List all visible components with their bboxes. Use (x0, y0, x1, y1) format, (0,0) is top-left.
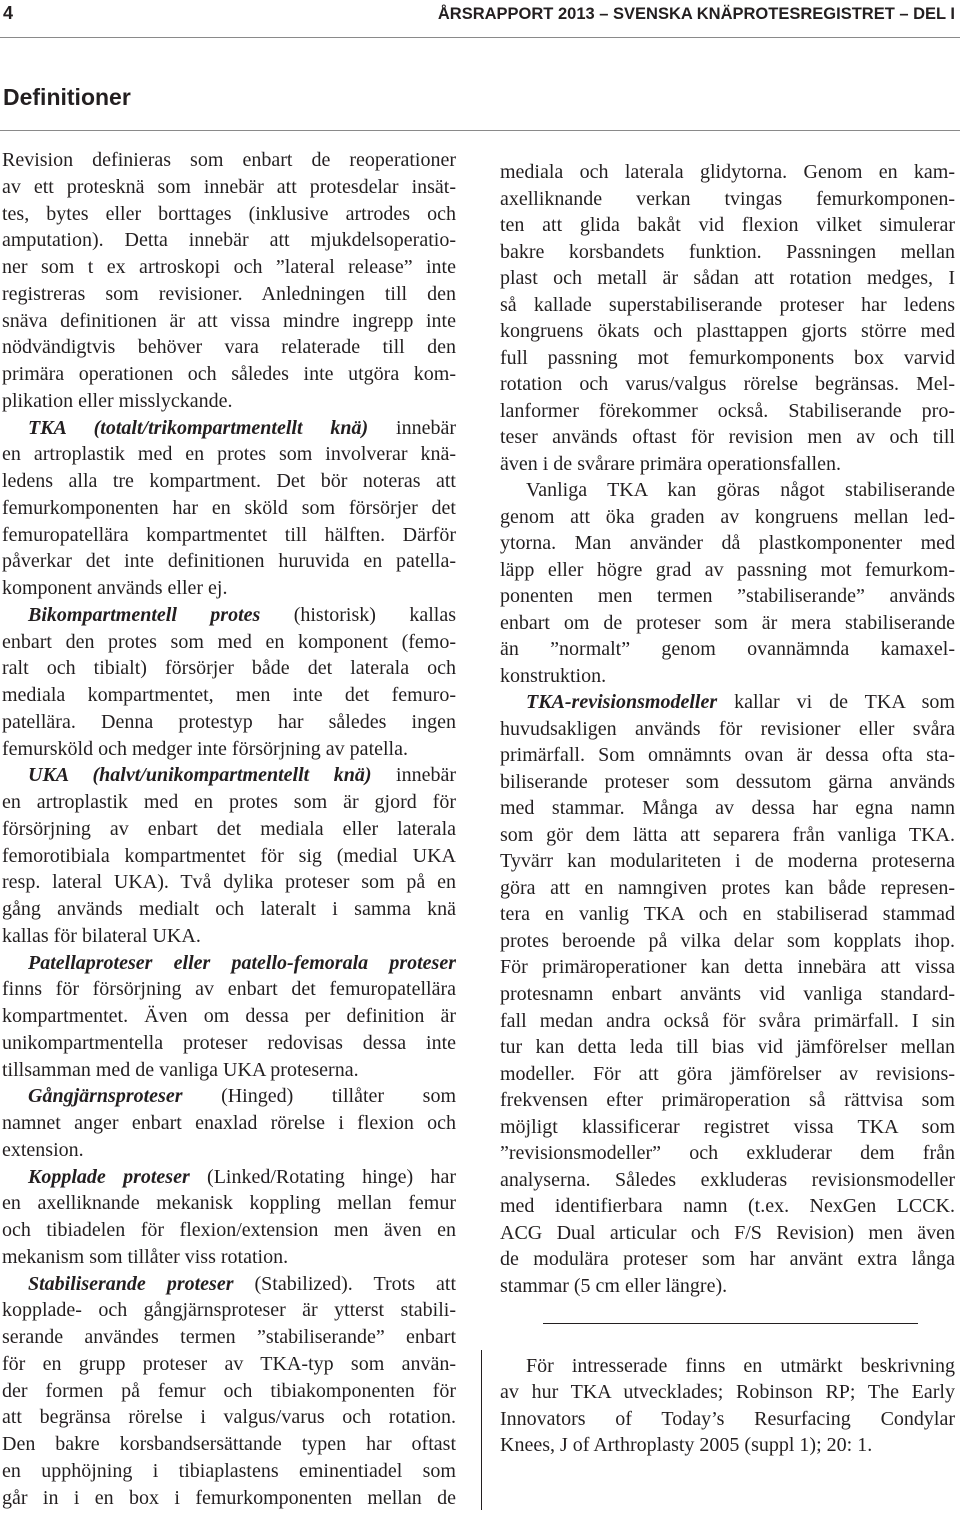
text-line: biliserande proteser som dessutom gärna används (500, 770, 955, 793)
text-line: tillsamman med de vanliga UKA proteserna. (2, 1058, 359, 1081)
text-line: huvudsakligen används för revisioner eller svåra (500, 717, 955, 740)
text-line: ralt och tibialt) försörjer både det laterala och (2, 657, 456, 680)
text-line: ner som t ex artroskopi och ”lateral release” inte (2, 256, 456, 278)
text-line: plikation eller misslyckande. (2, 389, 233, 412)
text-line: går in i en box i femurkomponenten mellan de (2, 1486, 456, 1509)
text-line: Innovators of Today’s Resurfacing Condylar (500, 1407, 955, 1430)
text-line: finns för försörjning av enbart det femuropatellära (2, 978, 456, 1001)
text-line: möjligt klassificerar registret vissa TKA som (500, 1115, 955, 1138)
footnote-separator (543, 1323, 918, 1324)
text-line: en upphöjning i tibiaplastens eminentiadel som (2, 1459, 456, 1482)
text-line: och tibiadelen för flexion/extension men även en (2, 1219, 456, 1241)
text-line: de modulära proteser som har använt extra långa (500, 1248, 955, 1271)
paragraph (2, 1164, 456, 1271)
text-line: en artroplastik med en protes som involverar knä- (2, 443, 456, 466)
line-text: innebär (368, 416, 456, 439)
text-line: mediala kompartmentet, men inte det femuro- (2, 684, 456, 706)
text-line: extension. (2, 1138, 84, 1161)
text-line: än ”normalt” genom ovannämnda kamaxel- (500, 638, 955, 661)
text-line: göra att en namngiven protes kan både represen- (500, 876, 955, 899)
text-line: primära operationen och således inte utgöra kom- (2, 363, 456, 385)
text-line: Tyvärr kan modulariteten i de moderna proteserna (500, 850, 955, 873)
text-line: frekvensen efter primäroperation så rättvisa som (500, 1089, 955, 1112)
term-heading: Kopplade proteser (28, 1165, 190, 1188)
text-line: primärfall. Som omnämnts ovan är dessa ofta sta- (500, 744, 955, 767)
text-line: konstruktion. (500, 664, 607, 687)
text-line (2, 415, 456, 442)
term-heading: Bikompartmentell protes (28, 603, 261, 626)
text-line: kompartmentet. Även om dessa per definition är (2, 1005, 456, 1027)
text-line: serande användes termen ”stabiliserande” enbart (2, 1326, 456, 1348)
text-line: lanformer förekommer också. Stabiliserande pro- (500, 399, 955, 422)
text-line (2, 602, 456, 629)
paragraph (2, 1083, 456, 1163)
text-line: även i de svårare primära operationsfallen. (500, 452, 841, 475)
term-heading: Patellaproteser eller patello-femorala proteser (28, 951, 456, 974)
text-line: ACG Dual articular och F/S Revision) men även (500, 1221, 955, 1244)
text-line (2, 1164, 456, 1191)
text-line: tes, bytes eller borttages (inklusive artrodes och (2, 202, 456, 225)
term-heading: TKA-revisionsmodeller (526, 691, 718, 714)
text-line: enbart om de proteser som är mera stabiliserande (500, 611, 955, 634)
paragraph (500, 159, 955, 477)
right-text-column (500, 159, 955, 1299)
text-line: femuropatellära kompartmentet till hälften. Därför (2, 523, 456, 546)
text-line: komponent används eller ej. (2, 577, 228, 599)
paragraph (500, 1353, 955, 1458)
paragraph (2, 762, 456, 949)
term-heading: Stabiliserande proteser (28, 1272, 234, 1295)
text-line: som gör dem lätta att separera från vanliga TKA. (500, 823, 955, 846)
text-line: fall medan andra också för svåra primärfall. I sin (500, 1009, 955, 1032)
text-line: enbart den protes som med en komponent (femo- (2, 630, 456, 653)
term-heading: UKA (halvt/unikompartmentellt knä) (28, 764, 372, 787)
text-line: Knees, J of Arthroplasty 2005 (suppl 1); 20: 1. (500, 1433, 873, 1456)
text-line: analyserna. Således exkluderas revisionsmodeller (500, 1168, 955, 1191)
paragraph (2, 1271, 456, 1512)
text-line (2, 1083, 456, 1110)
text-line: femorotibiala kompartmentet för sig (medial UKA (2, 844, 456, 867)
text-line: full passning mot femurkomponents box varvid (500, 346, 955, 369)
text-line: mekanism som tillåter viss rotation. (2, 1245, 289, 1268)
text-line: rotation och varus/valgus rörelse begränsas. Mel- (500, 373, 955, 396)
text-line: av hur TKA utvecklades; Robinson RP; The Early (500, 1381, 955, 1404)
text-line: försörjning av enbart det mediala eller laterala (2, 817, 456, 840)
text-line: genom att öka graden av kongruens mellan led- (500, 505, 955, 528)
text-line: en artroplastik med en protes som är gjord för (2, 791, 456, 813)
text-line: gång används medialt och lateralt i samma knä (2, 898, 456, 920)
line-text: (historisk) kallas (260, 603, 456, 626)
paragraph (2, 415, 456, 602)
text-line: registreras som revisioner. Anledningen till den (2, 282, 456, 305)
text-line: unikompartmentella proteser redovisas dessa inte (2, 1031, 456, 1054)
text-line: nödvändigtvis behöver vara relaterade till den (2, 336, 456, 359)
term-heading: TKA (totalt/trikompartmentellt knä) (28, 416, 369, 439)
text-line: För intresserade finns en utmärkt beskrivning (526, 1355, 955, 1377)
text-line: tera en vanlig TKA och en stabiliserad stammad (500, 903, 955, 926)
text-line: ledens alla tre kompartment. Det bör noteras att (2, 470, 456, 492)
line-text: innebär (371, 764, 456, 787)
text-line: modeller. För att göra jämförelser av revisions- (500, 1062, 955, 1085)
running-header-title: ÅRSRAPPORT 2013 – SVENSKA KNÄPROTESREGISTRET – DEL I (437, 5, 955, 23)
text-line: teser används oftast för revision men av och till (500, 426, 955, 449)
header-divider (0, 37, 960, 38)
text-line: resp. lateral UKA). Två dylika proteser som på en (2, 871, 456, 894)
text-line: ponenten men termen ”stabiliserande” används (500, 585, 955, 608)
text-line: der formen på femur och tibiakomponenten för (2, 1379, 456, 1402)
line-text: (Linked/Rotating hinge) har (189, 1165, 456, 1188)
page-number: 4 (3, 3, 14, 23)
section-divider (0, 130, 960, 131)
text-line: femursköld och medger inte försörjning av patella. (2, 737, 408, 760)
text-line: För primäroperationer kan detta innebära att vissa (500, 956, 955, 979)
text-line: med identifierbara namn (t.ex. NexGen LCCK. (500, 1195, 955, 1218)
term-heading: Gångjärnsproteser (28, 1085, 183, 1108)
line-text: kallar vi de TKA som (717, 691, 955, 714)
text-line: femurkomponenten har en sköld som försörjer det (2, 496, 456, 519)
text-line: av ett protesknä som innebär att protesdelar insät- (2, 175, 456, 198)
text-line: protes beroende på vilka delar som kopplats ihop. (500, 929, 955, 952)
text-line: Den bakre korsbandsersättande typen har oftast (2, 1433, 456, 1455)
section-title: Definitioner (3, 84, 131, 110)
text-line: mediala och laterala glidytorna. Genom en kam- (500, 161, 955, 183)
line-text: (Stabilized). Trots att (233, 1272, 456, 1295)
text-line: Vanliga TKA kan göras något stabiliserande (526, 479, 955, 502)
text-line: att begränsa rörelse i valgus/varus och rotation. (2, 1406, 456, 1429)
text-line: med stammar. Många av dessa har egna namn (500, 797, 955, 820)
paragraph (2, 950, 456, 1084)
text-line: axelliknande verkan tvingas femurkomponen- (500, 187, 955, 210)
text-line: patellära. Denna protestyp har således ingen (2, 710, 456, 733)
column-divider (481, 1350, 482, 1510)
footnote (500, 1353, 955, 1458)
text-line: kallas för bilateral UKA. (2, 924, 201, 947)
text-line: kopplade- och gångjärnsproteser är ytterst stabili- (2, 1299, 456, 1322)
text-line: snäva definitionen är att vissa mindre ingrepp inte (2, 309, 456, 332)
text-line (500, 689, 955, 716)
text-line: så kallade superstabiliserande proteser har ledens (500, 293, 955, 316)
text-line: ten att glida bakåt vid flexion vilket simulerar (500, 214, 955, 237)
paragraph (2, 147, 456, 415)
text-line (2, 950, 456, 977)
text-line (2, 1271, 456, 1298)
text-line: en axelliknande mekanisk koppling mellan femur (2, 1192, 456, 1215)
text-line: bakre korsbandets funktion. Passningen mellan (500, 240, 955, 263)
line-text: (Hinged) tillåter som (182, 1085, 456, 1108)
paragraph (2, 602, 456, 763)
text-line: stammar (5 cm eller längre). (500, 1274, 728, 1297)
text-line: amputation). Detta innebär att mjukdelsoperatio- (2, 229, 456, 252)
text-line: Revision definieras som enbart de reoperationer (2, 149, 456, 171)
text-line (2, 762, 456, 789)
text-line: ”revisionsmodeller” och exkluderar dem från (500, 1142, 955, 1165)
paragraph (500, 477, 955, 689)
text-line: för en grupp proteser av TKA-typ som använ- (2, 1352, 456, 1375)
text-line: påverkar det inte definitionen huruvida en patella- (2, 550, 456, 573)
left-text-column (2, 147, 456, 1511)
text-line: läpp eller högre grad av passning mot femurkom- (500, 558, 955, 581)
text-line: ytorna. Man använder då plastkomponenter med (500, 532, 955, 555)
text-line: plast och metall är sådan att rotation medges, I (500, 267, 955, 290)
text-line: tur kan detta leda till bias vid jämförelser mellan (500, 1036, 955, 1059)
paragraph (500, 689, 955, 1299)
text-line: namnet anger enbart enaxlad rörelse i flexion och (2, 1112, 456, 1134)
text-line: kongruens ökats och plasttappen gjorts större med (500, 320, 955, 343)
text-line: protesnamn enbart använts vid vanliga standard- (500, 982, 955, 1005)
